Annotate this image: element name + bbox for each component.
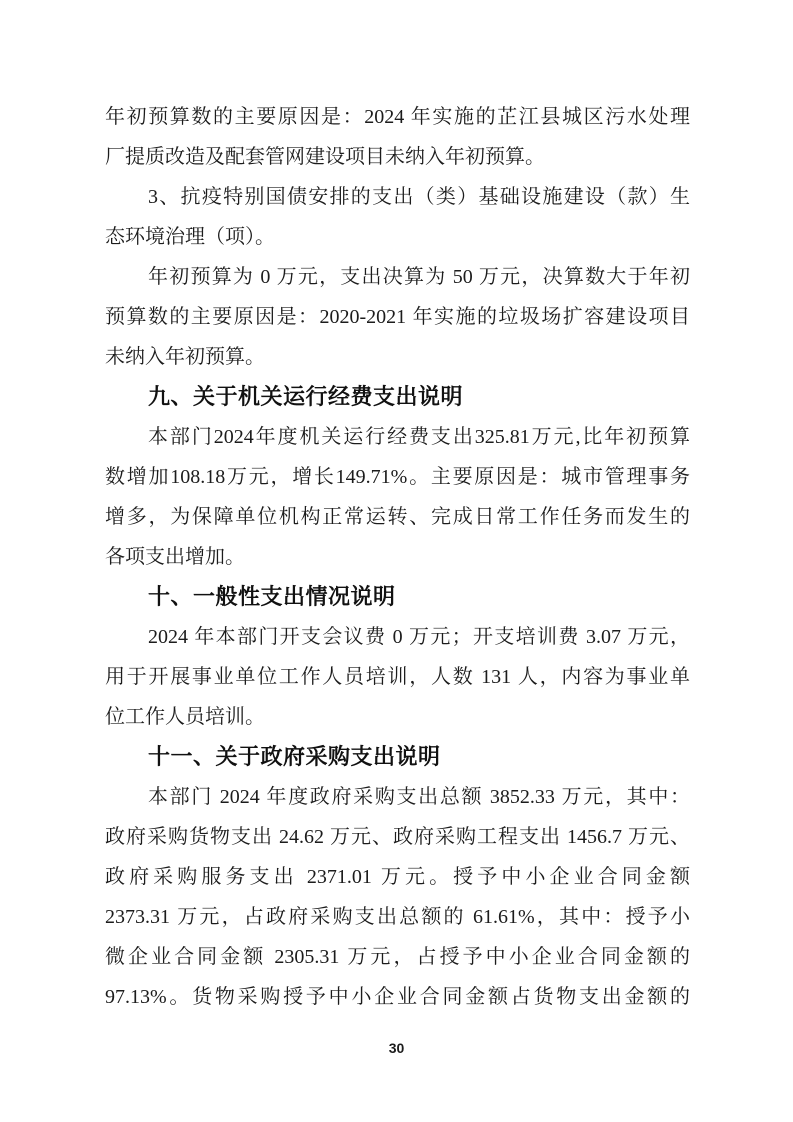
paragraph-line: 各项支出增加。 (105, 546, 245, 568)
paragraph-line: 本部门2024年度机关运行经费支出325.81万元,比年初预算 (148, 426, 690, 448)
paragraph-line: 增多，为保障单位机构正常运转、完成日常工作任务而发生的 (105, 506, 690, 528)
paragraph-line: 微企业合同金额 2305.31 万元，占授予中小企业合同金额的 (105, 946, 690, 968)
page-number: 30 (388, 1040, 405, 1056)
paragraph-line: 预算数的主要原因是：2020-2021 年实施的垃圾场扩容建设项目 (105, 306, 690, 328)
paragraph-line: 2373.31 万元，占政府采购支出总额的 61.61%，其中：授予小 (105, 906, 690, 928)
document-body (105, 97, 690, 1017)
paragraph-line: 政府采购货物支出 24.62 万元、政府采购工程支出 1456.7 万元、 (105, 826, 690, 848)
paragraph-line: 用于开展事业单位工作人员培训，人数 131 人，内容为事业单 (105, 666, 690, 688)
paragraph-line: 态环境治理（项）。 (105, 226, 275, 248)
paragraph-line: 政府采购服务支出 2371.01 万元。授予中小企业合同金额 (105, 866, 690, 888)
section-heading-10: 十、一般性支出情况说明 (148, 584, 396, 609)
paragraph-line: 97.13%。货物采购授予中小企业合同金额占货物支出金额的 (105, 986, 690, 1008)
paragraph-line: 厂提质改造及配套管网建设项目未纳入年初预算。 (105, 146, 545, 168)
paragraph-line: 3、抗疫特别国债安排的支出（类）基础设施建设（款）生 (148, 186, 690, 208)
paragraph-line: 本部门 2024 年度政府采购支出总额 3852.33 万元，其中： (148, 786, 690, 808)
section-heading-9: 九、关于机关运行经费支出说明 (148, 384, 464, 409)
paragraph-line: 位工作人员培训。 (105, 706, 265, 728)
paragraph-line: 年初预算数的主要原因是：2024 年实施的芷江县城区污水处理 (105, 106, 690, 128)
section-heading-11: 十一、关于政府采购支出说明 (148, 744, 441, 769)
paragraph-line: 年初预算为 0 万元，支出决算为 50 万元，决算数大于年初 (148, 266, 690, 288)
paragraph-line: 未纳入年初预算。 (105, 346, 265, 368)
paragraph-line: 数增加108.18万元，增长149.71%。主要原因是：城市管理事务 (105, 466, 690, 488)
paragraph-line: 2024 年本部门开支会议费 0 万元；开支培训费 3.07 万元， (148, 626, 690, 648)
